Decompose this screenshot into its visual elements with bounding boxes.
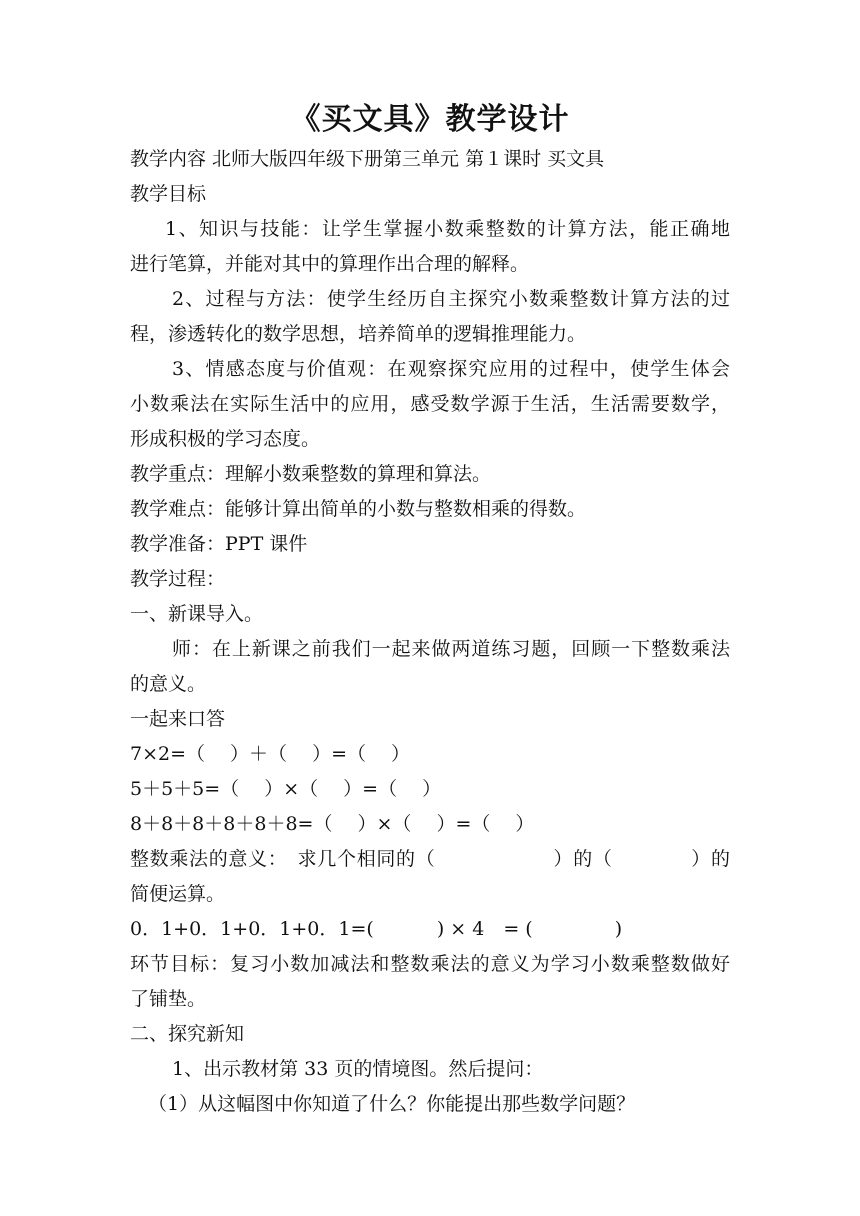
teaching-goals-heading: 教学目标 — [130, 183, 207, 205]
teaching-content: 教学内容 北师大版四年级下册第三单元 第１课时 买文具 — [130, 148, 605, 170]
process-heading: 教学过程： — [130, 568, 226, 590]
key-point: 教学重点：理解小数乘整数的算理和算法。 — [130, 463, 492, 485]
teacher-intro-line-2: 的意义。 — [130, 673, 207, 695]
goal-1-line-2: 进行笔算，并能对其中的算理作出合理的解释。 — [130, 253, 530, 275]
goal-1-line-1: 1、知识与技能：让学生掌握小数乘整数的计算方法，能正确地 — [165, 218, 730, 240]
teacher-intro-line-1: 师：在上新课之前我们一起来做两道练习题，回顾一下整数乘法 — [172, 638, 730, 660]
exercise-3: 8＋8＋8＋8＋8＋8=（ ）×（ ）=（ ） — [130, 813, 535, 835]
stage-goal-line-1: 环节目标：复习小数加减法和整数乘法的意义为学习小数乘整数做好 — [130, 953, 730, 975]
question-1: （1）从这幅图中你知道了什么？你能提出那些数学问题？ — [148, 1093, 636, 1115]
difficult-point: 教学难点：能够计算出简单的小数与整数相乘的得数。 — [130, 498, 587, 520]
multiplication-meaning-line-2: 简便运算。 — [130, 883, 226, 905]
goal-3-line-1: 3、情感态度与价值观：在观察探究应用的过程中，使学生体会 — [172, 358, 730, 380]
exercise-2: 5＋5＋5=（ ）×（ ）=（ ） — [130, 778, 442, 800]
document-title: 《买文具》教学设计 — [290, 102, 570, 137]
section-1-heading: 一、新课导入。 — [130, 603, 264, 625]
exercise-1: 7×2=（ ）＋（ ）=（ ） — [130, 743, 411, 765]
goal-3-line-2: 小数乘法在实际生活中的应用，感受数学源于生活，生活需要数学， — [130, 393, 730, 415]
exercise-4: 0．1+0．1+0．1+0．1=( ) × 4 = ( ) — [130, 918, 623, 940]
goal-2-line-1: 2、过程与方法：使学生经历自主探究小数乘整数计算方法的过 — [172, 288, 730, 310]
goal-3-line-3: 形成积极的学习态度。 — [130, 428, 321, 450]
oral-answer-label: 一起来口答 — [130, 708, 226, 730]
goal-2-line-2: 程，渗透转化的数学思想，培养简单的逻辑推理能力。 — [130, 323, 587, 345]
multiplication-meaning-line-1: 整数乘法的意义： 求几个相同的（ ）的（ ）的 — [130, 848, 730, 870]
preparation: 教学准备：PPT 课件 — [130, 533, 308, 555]
section-2-heading: 二、探究新知 — [130, 1023, 245, 1045]
step-1: 1、出示教材第 33 页的情境图。然后提问： — [172, 1058, 544, 1080]
stage-goal-line-2: 了铺垫。 — [130, 988, 207, 1010]
